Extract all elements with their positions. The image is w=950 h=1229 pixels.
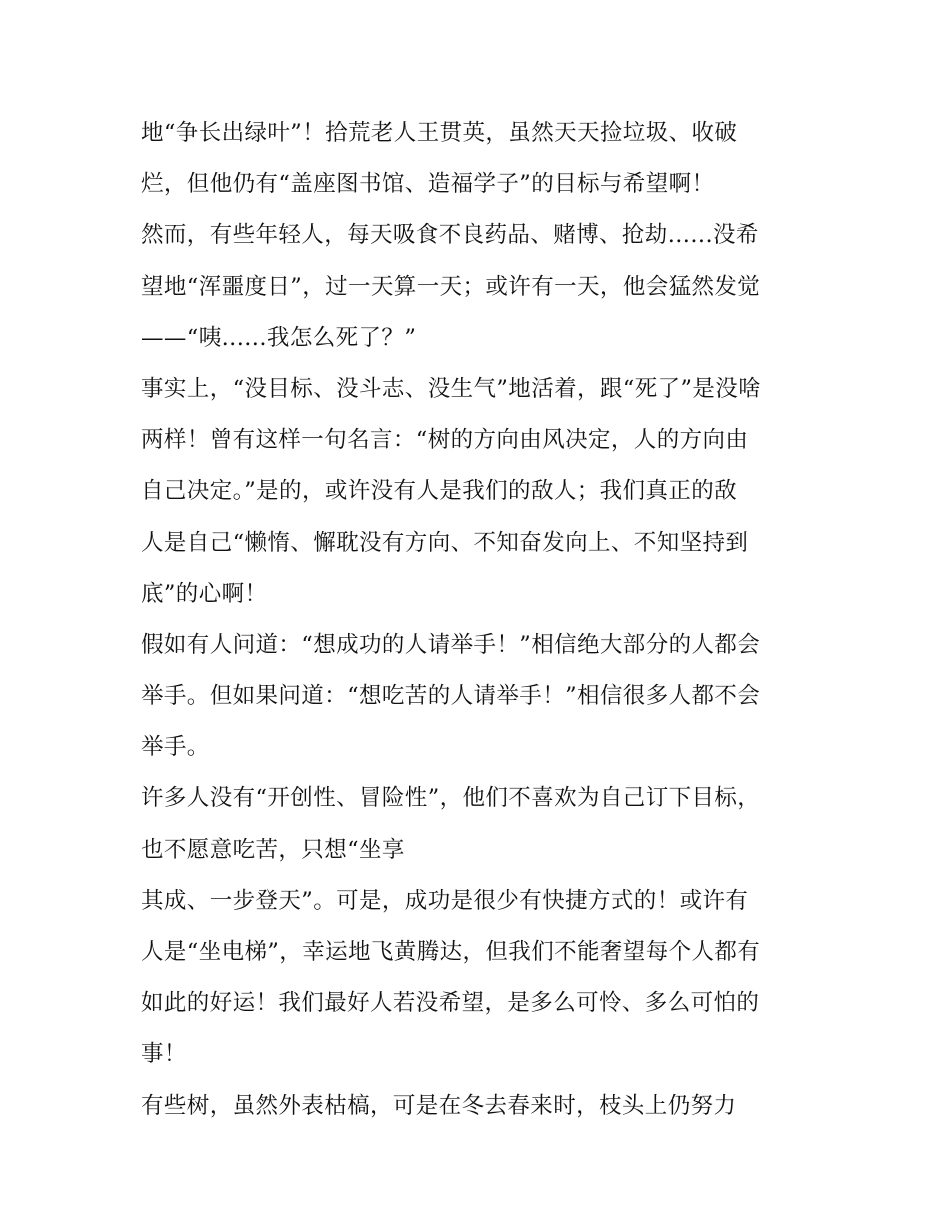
text-line: 举手。但如果问道：“想吃苦的人请举手！”相信很多人都不会 <box>141 683 761 710</box>
text-line: 望地“浑噩度日”，过一天算一天；或许有一天，他会猛然发觉 <box>141 273 761 300</box>
text-line: 人是“坐电梯”，幸运地飞黄腾达，但我们不能奢望每个人都有 <box>141 939 761 965</box>
text-line: 如此的好运！我们最好人若没希望，是多么可怜、多么可怕的 <box>141 990 760 1017</box>
text-line: 底”的心啊！ <box>141 580 268 607</box>
text-line: 地“争长出绿叶”！拾荒老人王贯英，虽然天天捡垃圾、收破 <box>141 120 738 146</box>
text-line: 假如有人问道：“想成功的人请举手！”相信绝大部分的人都会 <box>141 631 761 658</box>
text-line: 许多人没有“开创性、冒险性”，他们不喜欢为自己订下目标， <box>141 785 761 812</box>
text-line: 其成、一步登天”。可是，成功是很少有快捷方式的！或许有 <box>141 887 749 914</box>
text-line: ——“咦......我怎么死了？” <box>141 324 417 351</box>
text-line: 烂，但他仍有“盖座图书馆、造福学子”的目标与希望啊！ <box>141 171 715 198</box>
text-line: 事实上，“没目标、没斗志、没生气”地活着，跟“死了”是没啥 <box>141 375 762 402</box>
document-body <box>141 108 821 1132</box>
text-line: 事！ <box>141 1041 187 1068</box>
text-line: 然而，有些年轻人，每天吸食不良药品、赌博、抢劫......没希 <box>141 222 759 249</box>
text-line: 人是自己“懒惰、懈耽没有方向、不知奋发向上、不知坚持到 <box>141 529 749 556</box>
text-line: 有些树，虽然外表枯槁，可是在冬去春来时，枝头上仍努力 <box>141 1092 737 1119</box>
text-line: 也不愿意吃苦，只想“坐享 <box>141 836 405 863</box>
text-line: 举手。 <box>141 734 210 761</box>
text-line: 自己决定。”是的，或许没有人是我们的敌人；我们真正的敌 <box>141 478 738 505</box>
text-line: 两样！曾有这样一句名言：“树的方向由风决定，人的方向由 <box>141 427 749 454</box>
